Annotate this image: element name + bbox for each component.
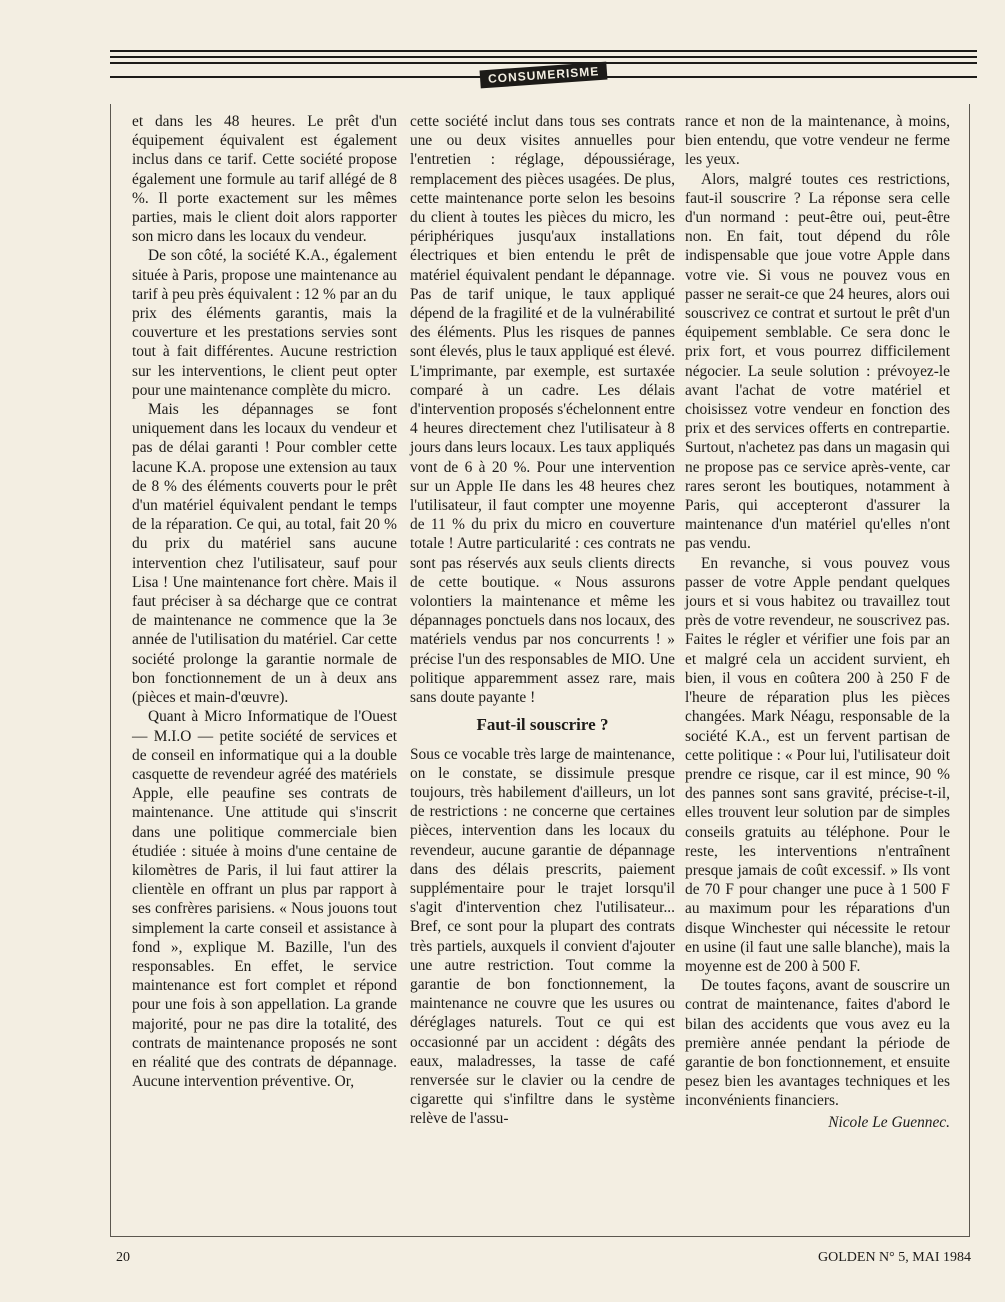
page-number: 20 xyxy=(116,1250,130,1265)
paragraph: De son côté, la société K.A., également située à Paris, propose une maintenance au tarif à peu près équivalent : 12 % par an du prix des éléments garantis, mais la couverture et les prestations servies sont tout à fait différentes. Aucune restriction sur les interventions, le client peut opter pour une maintenance complète du micro. xyxy=(132,247,397,399)
paragraph: et dans les 48 heures. Le prêt d'un équipement équivalent est également inclus dans ce tarif. Cette société propose également une formule au tarif allégé de 8 %. Il porte exactement sur les mêmes parties, mais le client doit alors rapporter son micro dans les locaux du vendeur. xyxy=(132,113,397,246)
header-rule-1 xyxy=(110,50,977,52)
column-2 xyxy=(410,112,675,1129)
paragraph: Mais les dépannages se font uniquement dans les locaux du vendeur et pas de délai garanti ! Pour combler cette lacune K.A. propose une extension au taux de 8 % des éléments couverts pour le prêt d'un matériel équivalent pendant le temps de la réparation. Ce qui, au total, fait 20 % du prix du matériel sans aucune intervention chez l'utilisateur, sauf pour Lisa ! Une maintenance fort chère. Mais il faut préciser à sa décharge que ce contrat de maintenance ne commence que la 3e année de l'utilisation du matériel. Car cette société prolonge la garantie normale de bon fonctionnement de un à deux ans (pièces et main-d'œuvre). xyxy=(132,401,397,707)
subheading: Faut-il souscrire ? xyxy=(476,715,609,735)
issue-info: GOLDEN N° 5, MAI 1984 xyxy=(818,1250,971,1265)
section-kicker: CONSUMERISME xyxy=(480,62,608,89)
header-rule-2 xyxy=(110,56,977,58)
paragraph: Alors, malgré toutes ces restrictions, faut-il souscrire ? La réponse sera celle d'un normand : peut-être oui, peut-être non. En fait, tout dépend du rôle indispensable que joue votre Apple dans votre vie. Si vous ne pouvez vous en passer ne serait-ce que 24 heures, alors oui souscrivez ce contrat et surtout le prêt d'un équipement semblable. Ce sera donc le prix fort, et vous pourrez difficilement négocier. La seule solution : prévoyez-le avant l'achat de votre matériel et choisissez votre vendeur en fonction des prix et des services offerts en contrepartie. Surtout, n'achetez pas dans un magasin qui ne propose pas ce service après-vente, car rares seront les boutiques, notamment à Paris, qui accepteront d'assurer la maintenance d'un matériel qu'elles n'ont pas vendu. xyxy=(685,170,950,553)
column-1 xyxy=(132,112,397,1091)
header-rule-3 xyxy=(110,62,977,64)
paragraph: De toutes façons, avant de souscrire un contrat de maintenance, faites d'abord le bilan des accidents que vous avez eu la première année pendant la période de garantie de bon fonctionnement, et ensuite pesez bien les avantages techniques et les inconvénients financiers. xyxy=(685,977,950,1110)
paragraph: rance et non de la maintenance, à moins, bien entendu, que votre vendeur ne ferme les yeux. xyxy=(685,113,950,169)
column-3 xyxy=(685,112,950,1132)
paragraph: En revanche, si vous pouvez vous passer de votre Apple pendant quelques jours et si vous habitez ou travaillez tout près de votre revendeur, ne souscrivez pas. Faites le régler et vérifier une fois par an et malgré cela un accident survient, eh bien, il vous en coûtera 200 à 250 F de l'heure de réparation plus les pièces changées. Mark Néagu, responsable de la société K.A., est un fervent partisan de cette politique : « Pour lui, l'utilisateur doit prendre ce risque, car il est mince, 90 % des pannes sont sans gravité, précise-t-il, elles trouvent leur solution par de simples conseils gratuits au téléphone. Pour le reste, les interventions n'entraînent presque jamais de coût excessif. » Ils vont de 70 F pour changer une puce à 1 500 F au maximum pour les réparations d'un disque Winchester qui nécessite le retour en usine (il faut une salle blanche), mais la moyenne est de 200 à 500 F. xyxy=(685,554,950,975)
paragraph: Sous ce vocable très large de maintenance, on le constate, se dissimule presque toujours, très habilement d'ailleurs, un lot de restrictions : ne concerne que certaines pièces, intervention dans les locaux du revendeur, aucune garantie de dépannage dans des délais prescrits, paiement supplémentaire pour le trajet lorsqu'il s'agit d'intervention chez l'utilisateur... Bref, ce sont pour la plupart des contrats très partiels, auxquels il convient d'ajouter une autre restriction. Tout comme la garantie de bon fonctionnement, la maintenance ne couvre que les usures ou déréglages naturels. Tout ce qui est occasionné par un accident : dégâts des eaux, maladresses, la tasse de café renversée sur le clavier ou la cendre de cigarette qui s'infiltre dans le système relève de l'assu- xyxy=(410,745,675,1128)
author-signature: Nicole Le Guennec. xyxy=(828,1113,950,1131)
paragraph: cette société inclut dans tous ses contrats une ou deux visites annuelles pour l'entretien : réglage, dépoussiérage, remplacement des pièces usagées. De plus, cette maintenance porte selon les besoins du client à toutes les pièces du micro, les périphériques jusqu'aux installations électriques et bien entendu le prêt de matériel équivalent pendant le dépannage. Pas de tarif unique, le taux appliqué dépend de la fragilité et de la vulnérabilité des éléments. Plus les risques de pannes sont élevés, plus le taux appliqué est élevé. L'imprimante, par exemple, est surtaxée comparé à un cadre. Les délais d'intervention proposés s'échelonnent entre 4 heures directement chez l'utilisateur à 8 jours dans leurs locaux. Les taux appliqués vont de 6 à 20 %. Pour une intervention sur un Apple IIe dans les 48 heures chez l'utilisateur, il faut compter une moyenne de 11 % du prix du micro en couverture totale ! Autre particularité : ces contrats ne sont pas réservés aux seuls clients directs de cette boutique. « Nous assurons volontiers la maintenance et même les dépannages ponctuels dans nos locaux, des matériels vendus par nos concurrents ! » précise l'un des responsables de MIO. Une politique apparemment assez rare, mais sans doute payante ! xyxy=(410,113,675,707)
paragraph: Quant à Micro Informatique de l'Ouest — M.I.O — petite société de services et de conseil en informatique qui a la double casquette de revendeur agréé des matériels Apple, elle peaufine ses contrats de maintenance. Une attitude qui s'inscrit dans une politique commerciale bien étudiée : située à moins d'une centaine de kilomètres de Paris, il lui faut attirer la clientèle en offrant un plus par rapport à ses confrères parisiens. « Nous jouons tout simplement la carte conseil et assistance à fond », explique M. Bazille, l'un des responsables. En effet, le service maintenance est fort complet et répond pour une fois à son appellation. La grande majorité, pour ne pas dire la totalité, des contrats de maintenance proposés ne sont en réalité que des contrats de dépannage. Aucune intervention préventive. Or, xyxy=(132,708,397,1091)
